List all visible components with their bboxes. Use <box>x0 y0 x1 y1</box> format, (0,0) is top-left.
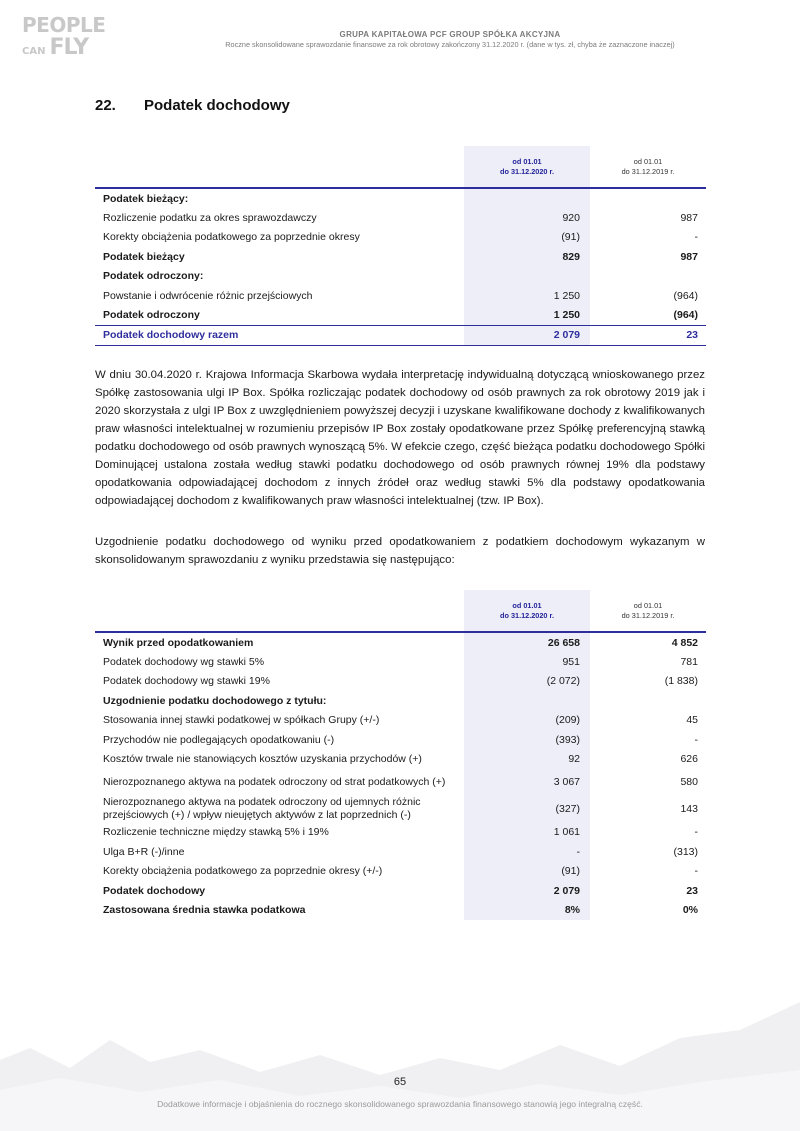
header-subtitle: Roczne skonsolidowane sprawozdanie finansowe za rok obrotowy zakończony 31.12.2020 r. (dane w tys. zł, chyba że zaznaczone inaczej) <box>225 40 675 49</box>
row-label: Rozliczenie podatku za okres sprawozdawczy <box>103 212 317 225</box>
value-2020: 2 079 <box>464 325 590 345</box>
table-header-row <box>95 146 706 188</box>
value-2019: 626 <box>680 753 698 766</box>
value-2020: 26 658 <box>464 632 590 652</box>
value-2019: 987 <box>680 212 698 225</box>
value-2019: - <box>694 865 698 878</box>
column-header-2020: od 01.01 do 31.12.2020 r. <box>464 590 590 632</box>
value-2020 <box>464 691 590 710</box>
table-row <box>95 749 706 768</box>
value-2020: 2 079 <box>464 881 590 900</box>
row-label: Przychodów nie podlegających opodatkowaniu (-) <box>103 733 335 746</box>
value-2020: 92 <box>464 749 590 768</box>
value-2020 <box>464 267 590 286</box>
ip-box-paragraph: W dniu 30.04.2020 r. Krajowa Informacja Skarbowa wydała interpretację indywidualną dotyczącą wnioskowanego przez Spółkę zastosowania ulgi IP Box. Spółka rozliczając podatek dochodowy od osób prawnych za rok obrotowy 2019 jak i 2020 skorzystała z ulgi IP Box z uwzględnieniem powyższej decyzji i uzyskane kwalifikowane dochody z kwalifikowanych praw własności intelektualnej w rozumieniu przepisów IP Box zostały opodatkowane przez Spółkę preferencyjną stawką podatku dochodowego od osób prawnych wynoszącą 5%. W efekcie czego, część bieżąca podatku dochodowego Spółki Dominującej ustalona została według stawki podatku dochodowego od osób prawnych równej 19% dla podstawy opodatkowania odpowiadającej dochodom z innych źródeł oraz według stawki 5% dla podstawy opodatkowania odpowiadającej dochodom z kwalifikowanych praw własności intelektualnej (tzw. IP Box). <box>95 369 705 507</box>
value-2019: 0% <box>682 903 698 916</box>
value-2020: (393) <box>464 730 590 749</box>
value-2019: - <box>694 733 698 746</box>
value-2020: 951 <box>464 652 590 671</box>
row-label: Korekty obciążenia podatkowego za poprzednie okresy <box>103 231 360 244</box>
row-label: Podatek bieżący <box>103 250 185 263</box>
table-header-row <box>95 590 706 632</box>
table-row <box>95 900 706 919</box>
value-2019 <box>590 188 706 208</box>
value-2019: 4 852 <box>671 636 698 649</box>
value-2019: - <box>694 826 698 839</box>
row-label: Powstanie i odwrócenie różnic przejściowych <box>103 289 313 302</box>
value-2020: (209) <box>464 711 590 730</box>
value-2019: 23 <box>590 325 706 345</box>
value-2020: - <box>464 842 590 861</box>
logo-line-1: PEOPLE <box>22 13 106 37</box>
company-logo <box>22 13 106 60</box>
value-2020: 3 067 <box>464 769 590 796</box>
table-row <box>95 862 706 881</box>
footer-mountain-graphic <box>0 1000 800 1131</box>
value-2020: (2 072) <box>464 672 590 691</box>
row-label: Podatek dochodowy wg stawki 5% <box>103 656 265 669</box>
row-label: Podatek bieżący: <box>103 192 189 205</box>
table-row <box>95 286 706 305</box>
column-header-2019: od 01.01 do 31.12.2019 r. <box>590 146 706 188</box>
row-label: Ulga B+R (-)/inne <box>103 845 185 858</box>
row-label: Podatek dochodowy <box>103 884 206 897</box>
table-row <box>95 769 706 796</box>
section-title: Podatek dochodowy <box>144 97 290 114</box>
value-2019: (964) <box>673 309 698 322</box>
footer-note: Dodatkowe informacje i objaśnienia do rocznego skonsolidowanego sprawozdania finansowego stanowią jego integralną część. <box>157 1099 643 1109</box>
value-2020: 1 250 <box>464 286 590 305</box>
value-2020: (327) <box>464 796 590 823</box>
value-2019: (964) <box>673 289 698 302</box>
row-label: Kosztów trwale nie stanowiących kosztów uzyskania przychodów (+) <box>103 753 422 766</box>
header-title: GRUPA KAPITAŁOWA PCF GROUP SPÓŁKA AKCYJNA <box>339 30 561 39</box>
row-label: Uzgodnienie podatku dochodowego z tytułu: <box>103 694 327 707</box>
value-2020: (91) <box>464 228 590 247</box>
row-label: Podatek odroczony: <box>103 270 204 283</box>
value-2019: 143 <box>680 802 698 815</box>
logo-line-2: CAN FLY <box>22 35 89 60</box>
row-label: Podatek odroczony <box>103 309 200 322</box>
table-row <box>95 208 706 227</box>
table-row <box>95 267 706 286</box>
value-2020 <box>464 188 590 208</box>
value-2019: (313) <box>673 845 698 858</box>
value-2019: 781 <box>680 656 698 669</box>
section-number: 22. <box>95 97 116 114</box>
income-tax-table <box>95 146 706 346</box>
value-2019: 45 <box>686 714 698 727</box>
value-2020: 8% <box>464 900 590 919</box>
table-row <box>95 711 706 730</box>
value-2019: (1 838) <box>664 675 698 688</box>
table-row <box>95 730 706 749</box>
value-2020: 1 250 <box>464 305 590 325</box>
column-header-2019: od 01.01 do 31.12.2019 r. <box>590 590 706 632</box>
table-row <box>95 823 706 842</box>
page-number: 65 <box>393 1076 407 1088</box>
value-2019: - <box>694 231 698 244</box>
row-label: Nierozpoznanego aktywa na podatek odroczony od strat podatkowych (+) <box>103 775 446 788</box>
table-row <box>95 188 706 208</box>
value-2019: 23 <box>686 884 698 897</box>
table-row <box>95 842 706 861</box>
row-label: Wynik przed opodatkowaniem <box>103 636 254 649</box>
table-row <box>95 796 706 823</box>
table-row <box>95 632 706 652</box>
row-label: Rozliczenie techniczne między stawką 5% i 19% <box>103 826 329 839</box>
reconciliation-intro-paragraph: Uzgodnienie podatku dochodowego od wyniku przed opodatkowaniem z podatkiem dochodowym wykazanym w skonsolidowanym sprawozdaniu z wyniku przedstawia się następująco: <box>95 536 705 566</box>
table-row <box>95 228 706 247</box>
tax-reconciliation-table <box>95 590 706 920</box>
table-row <box>95 652 706 671</box>
column-header-2020: od 01.01 do 31.12.2020 r. <box>464 146 590 188</box>
table-row <box>95 305 706 325</box>
table-row <box>95 247 706 266</box>
value-2020: 829 <box>464 247 590 266</box>
table-row <box>95 881 706 900</box>
table-row <box>95 691 706 710</box>
row-label: Nierozpoznanego aktywa na podatek odroczony od ujemnych różnic przejściowych (+) / wpływ nieujętych aktywów z lat poprzednich (-) <box>103 796 421 822</box>
value-2019: 580 <box>680 775 698 788</box>
row-label: Zastosowana średnia stawka podatkowa <box>103 903 306 916</box>
table-row <box>95 672 706 691</box>
row-label: Stosowania innej stawki podatkowej w spółkach Grupy (+/-) <box>103 714 380 727</box>
row-label: Korekty obciążenia podatkowego za poprzednie okresy (+/-) <box>103 865 383 878</box>
value-2019: 987 <box>680 250 698 263</box>
value-2019 <box>590 691 706 710</box>
row-label: Podatek dochodowy wg stawki 19% <box>103 675 270 688</box>
value-2020: 1 061 <box>464 823 590 842</box>
value-2020: (91) <box>464 862 590 881</box>
value-2019 <box>590 267 706 286</box>
table-total-row <box>95 325 706 345</box>
value-2020: 920 <box>464 208 590 227</box>
row-label: Podatek dochodowy razem <box>95 325 464 345</box>
section-heading <box>95 97 290 114</box>
